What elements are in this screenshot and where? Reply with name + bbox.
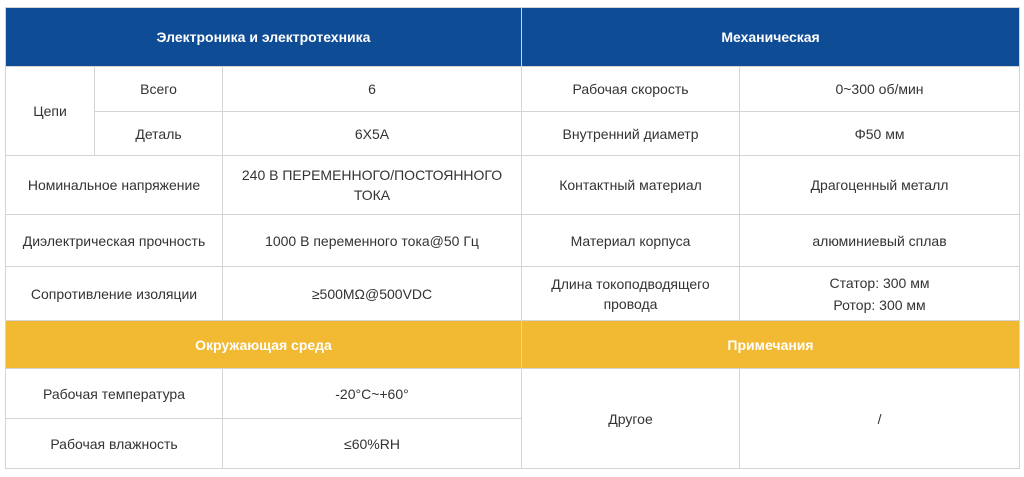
other-label: Другое [522,369,740,469]
insulation-value: ≥500MΩ@500VDC [223,267,522,321]
speed-label: Рабочая скорость [522,67,740,112]
electronics-header: Электроника и электротехника [6,8,522,67]
inner-diameter-value: Φ50 мм [740,112,1020,156]
other-value: / [740,369,1020,469]
detail-value: 6X5A [223,112,522,156]
humidity-label: Рабочая влажность [6,419,223,469]
total-value: 6 [223,67,522,112]
housing-label: Материал корпуса [522,215,740,267]
dielectric-label: Диэлектрическая прочность [6,215,223,267]
detail-label: Деталь [95,112,223,156]
lead-rotor: Ротор: 300 мм [833,296,926,313]
housing-value: алюминиевый сплав [740,215,1020,267]
temp-value: -20°C~+60° [223,369,522,419]
inner-diameter-label: Внутренний диаметр [522,112,740,156]
circuits-label: Цепи [6,67,95,156]
mechanical-header: Механическая [522,8,1020,67]
contact-value: Драгоценный металл [740,156,1020,215]
speed-value: 0~300 об/мин [740,67,1020,112]
environment-header: Окружающая среда [6,321,522,369]
lead-value [740,267,1020,321]
voltage-value: 240 В ПЕРЕМЕННОГО/ПОСТОЯННОГО ТОКА [223,156,522,215]
temp-label: Рабочая температура [6,369,223,419]
insulation-label: Сопротивление изоляции [6,267,223,321]
humidity-value: ≤60%RH [223,419,522,469]
dielectric-value: 1000 В переменного тока@50 Гц [223,215,522,267]
total-label: Всего [95,67,223,112]
lead-stator: Статор: 300 мм [829,274,930,291]
notes-header: Примечания [522,321,1020,369]
voltage-label: Номинальное напряжение [6,156,223,215]
lead-label: Длина токоподводящего провода [522,267,740,321]
contact-label: Контактный материал [522,156,740,215]
spec-table [5,7,1020,469]
